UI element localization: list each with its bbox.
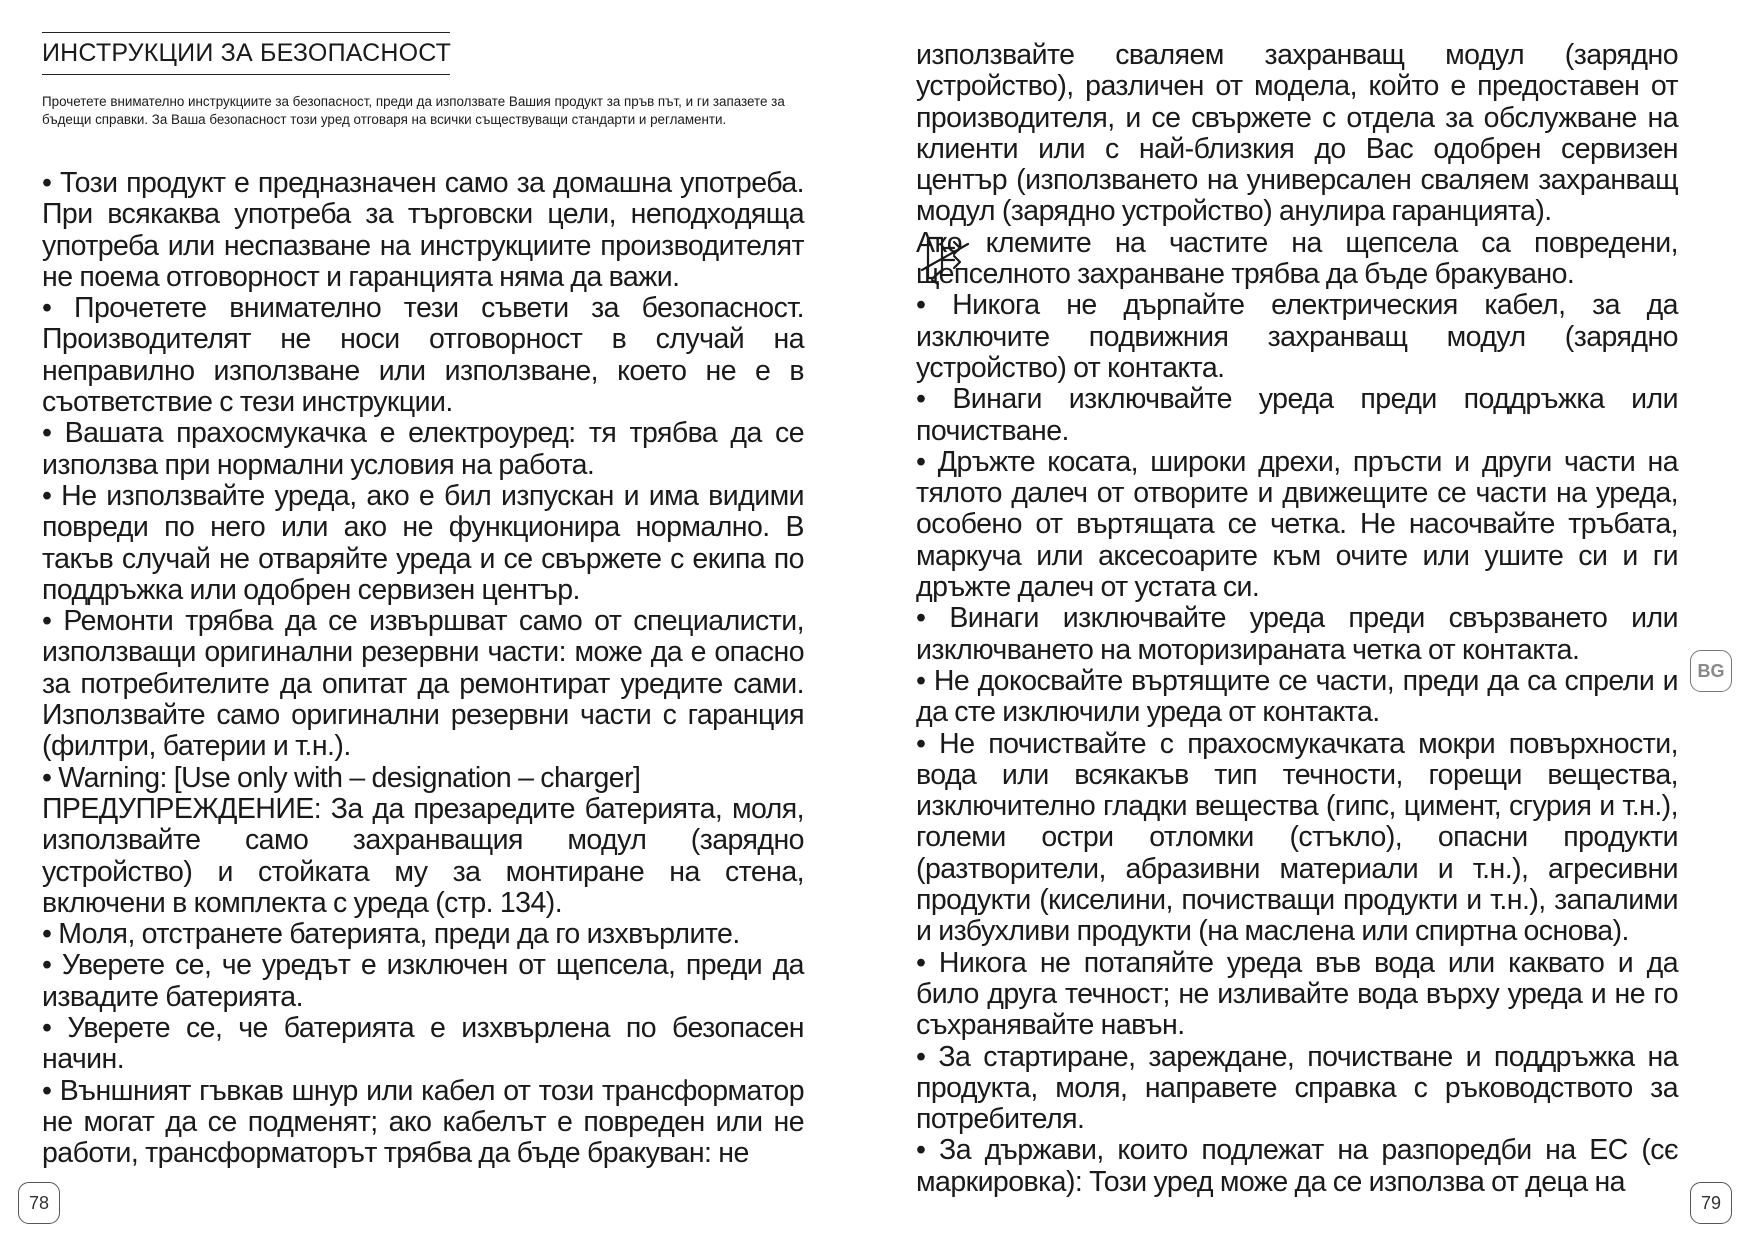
safety-paragraph: • Уверете се, че уредът е изключен от щепсела, преди да извадите батерията. <box>42 949 804 1013</box>
safety-paragraph: • Никога не потапяйте уреда във вода или каквато и да било друга течност; не изливайте вода върху уреда и не го съхранявайте навън. <box>916 946 1678 1042</box>
page-number-right: 79 <box>1690 1182 1732 1224</box>
section-title-block <box>42 32 450 75</box>
safety-paragraph: • Не използвайте уреда, ако е бил изпускан и има видими повреди по него или ако не функционира нормално. В такъв случай не отваряйте уреда и се свържете с екипа по поддръжка или одобрен сервизен център. <box>42 479 804 606</box>
right-page <box>874 0 1749 1241</box>
title-rule-bottom <box>42 74 450 75</box>
left-column <box>42 168 804 1170</box>
safety-paragraph: • Warning: [Use only with – designation – charger] <box>42 761 641 794</box>
continuation-paragraph: използвайте сваляем захранващ модул (зарядно устройство), различен от модела, който е предоставен от производителя, и се свържете с отдела за обслужване на клиенти или с най-близкия до Вас одобрен сервизен център (използването на универсален сваляем захранващ модул (зарядно устройство) анулира гаранцията). <box>916 39 1678 228</box>
safety-paragraph: • За стартиране, зареждане, почистване и поддръжка на продукта, моля, направете справка с ръководството за потребителя. <box>916 1040 1678 1136</box>
safety-paragraph: • Външният гъвкав шнур или кабел от този трансформатор не могат да се подменят; ако кабелът е повреден или не работи, трансформаторът трябва да бъде бракуван: не <box>42 1074 804 1170</box>
safety-paragraph: • Вашата прахосмукачка е електроуред: тя трябва да се използва при нормални условия на работа. <box>42 417 804 481</box>
safety-paragraph: • Моля, отстранете батерията, преди да го изхвърлите. <box>42 918 740 951</box>
safety-paragraph: • За държави, които подлежат на разпоредби на ЕС (cє маркировка): Този уред може да се използва от деца на <box>916 1134 1678 1198</box>
safety-paragraph: • Не почиствайте с прахосмукачката мокри повърхности, вода или всякакъв тип течности, горещи вещества, изключително гладки вещества (гипс, цимент, сгурия и т.н.), големи остри отломки (стъкло), опасни продукти (разтворители, абразивни материали и т.н.), агресивни продукти (киселини, почистващи продукти и т.н.), запалими и избухливи продукти (на маслена или спиртна основа). <box>916 727 1678 948</box>
safety-paragraph: • Винаги изключвайте уреда преди поддръжка или почистване. <box>916 383 1678 447</box>
page-number-left: 78 <box>18 1182 60 1224</box>
right-column <box>916 40 1678 1198</box>
plug-warning-text: Ако клемите на частите на щепсела са повредени, щепселното захранване трябва да бъде бракувано. <box>916 226 1678 291</box>
safety-paragraph: • Този продукт е предназначен само за домашна употреба. При всякаква употреба за търговски цели, неподходяща употреба или неспазване на инструкциите производителят не поема отговорност и гаранцията няма да важи. <box>42 167 804 293</box>
damaged-plug-icon <box>916 230 976 286</box>
safety-paragraph: • Винаги изключвайте уреда преди свързването или изключването на моторизираната четка от контакта. <box>916 602 1678 666</box>
language-tab: BG <box>1690 650 1732 692</box>
plug-warning-paragraph <box>916 228 1678 291</box>
safety-paragraph: • Прочетете внимателно тези съвети за безопасност. Производителят не носи отговорност в случай на неправилно използване или използване, което не е в съответствие с тези инструкции. <box>42 292 804 419</box>
intro-text: Прочетете внимателно инструкциите за безопасност, преди да използвате Вашия продукт за пръв път, и ги запазете за бъдещи справки. За Ваша безопасност този уред отговаря на всички съществуващи стандарти и регламенти. <box>42 94 785 127</box>
section-title: ИНСТРУКЦИИ ЗА БЕЗОПАСНОСТ <box>42 39 452 67</box>
safety-paragraph: • Ремонти трябва да се извършват само от специалисти, използващи оригинални резервни части: може да е опасно за потребителите да опитат да ремонтират уредите сами. Използвайте само оригинални резервни части с гаранция (филтри, батерии и т.н.). <box>42 605 804 763</box>
left-page <box>0 0 874 1241</box>
safety-paragraph: • Не докосвайте въртящите се части, преди да са спрели и да сте изключили уреда от контакта. <box>916 664 1678 729</box>
safety-paragraph: ПРЕДУПРЕЖДЕНИЕ: За да презаредите батерията, моля, използвайте само захранващия модул (зарядно устройство) и стойката му за монтиране на стена, включени в комплекта с уреда (стр. 134). <box>42 792 804 919</box>
safety-paragraph: • Уверете се, че батерията е изхвърлена по безопасен начин. <box>42 1012 804 1076</box>
safety-paragraph: • Никога не дърпайте електрическия кабел, за да изключите подвижния захранващ модул (зарядно устройство) от контакта. <box>916 289 1678 384</box>
safety-paragraph: • Дръжте косата, широки дрехи, пръсти и други части на тялото далеч от отворите и движещите се части на уреда, особено от въртящата се четка. Не насочвайте тръбата, маркуча или аксесоарите към очите или ушите си и ги дръжте далеч от устата си. <box>916 445 1678 604</box>
